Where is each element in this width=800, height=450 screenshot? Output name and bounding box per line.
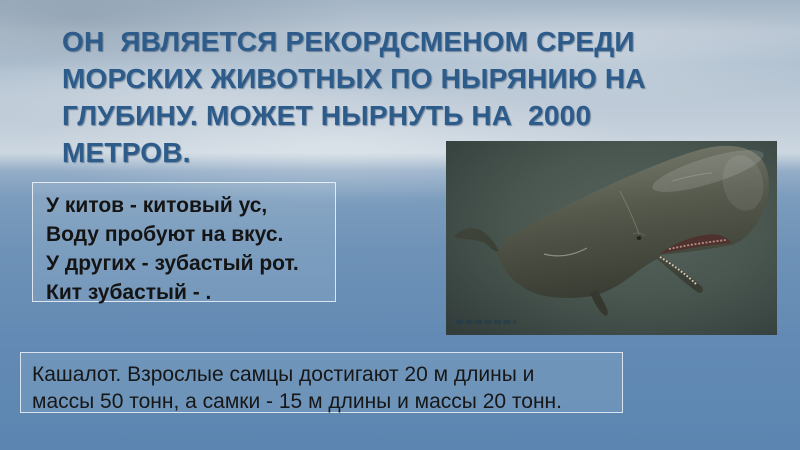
riddle-line: У китов - китовый ус,	[46, 194, 268, 217]
caption-line: Кашалот. Взрослые самцы достигают 20 м длины и	[32, 363, 535, 386]
title-line: МОРСКИХ ЖИВОТНЫХ ПО НЫРЯНИЮ НА	[62, 63, 646, 94]
riddle-line: Воду пробуют на вкус.	[46, 223, 284, 246]
title-line: ОН ЯВЛЯЕТСЯ РЕКОРДСМЕНОМ СРЕДИ	[62, 26, 635, 57]
caption-line: массы 50 тонн, а самки - 15 м длины и массы 20 тонн.	[32, 390, 562, 413]
riddle-line: У других - зубастый рот.	[46, 252, 299, 275]
sperm-whale-image	[446, 141, 777, 335]
sperm-whale-illustration	[446, 141, 777, 335]
title-line: МЕТРОВ.	[62, 137, 191, 168]
caption-text-box	[20, 352, 623, 413]
riddle-text-box	[32, 182, 336, 302]
riddle-line: Кит зубастый - .	[46, 281, 212, 304]
whale-eye	[637, 236, 642, 240]
title-line: ГЛУБИНУ. МОЖЕТ НЫРНУТЬ НА 2000	[62, 100, 592, 131]
